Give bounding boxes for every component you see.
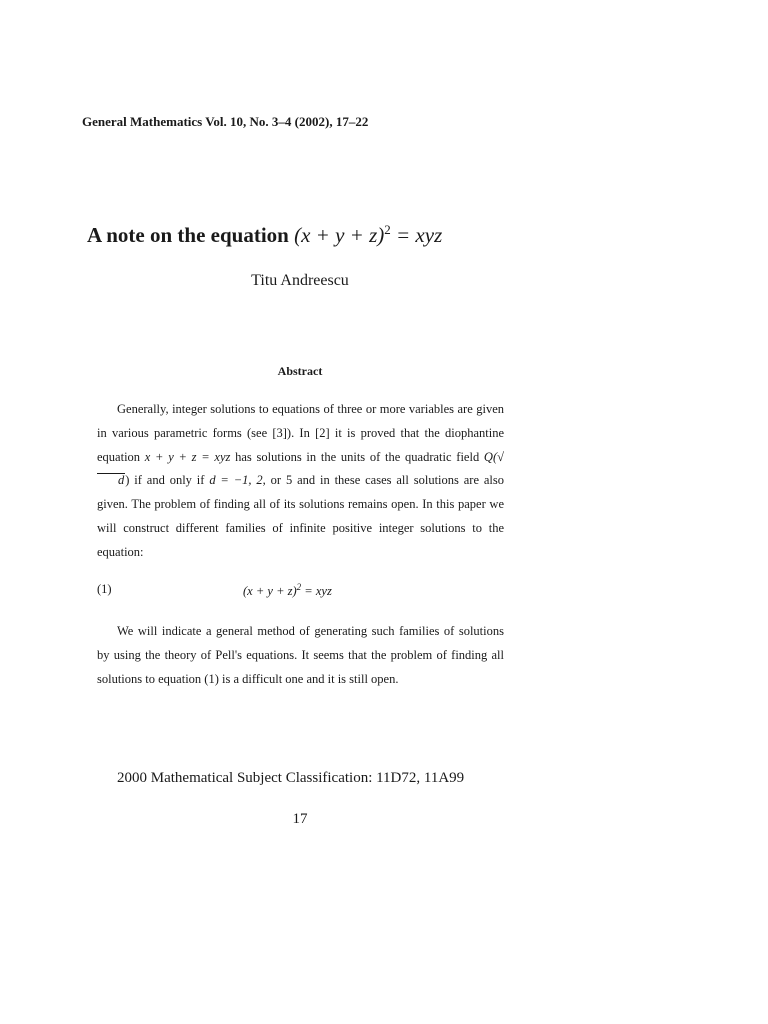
equation-number: (1) [97,582,112,596]
title-equation-exponent: 2 [384,222,391,237]
inline-condition: d = −1, 2, [209,473,266,488]
abstract-paragraph-1 [97,398,504,565]
title-text: A note on the equation [87,223,289,247]
abstract-text-segment: or 5 and in these cases all solutions are also given. The problem of finding all of its solutions remains open. In this paper we will construct different families of infinite positive integer solutions to the equation: [97,473,505,559]
title-equation-base: (x + y + z) [294,223,385,247]
equation-rhs: = xyz [301,584,332,599]
abstract-text-segment: if and only if [129,473,210,488]
sqrt-symbol: √ [497,449,504,464]
page-number: 17 [292,811,308,827]
title-equation-rhs: = xyz [390,223,443,247]
quadratic-field-close: ) [125,473,130,488]
equation-base: (x + y + z) [243,584,297,599]
equation-exponent: 2 [296,582,302,592]
equation-body [243,582,332,599]
author-name: Titu Andreescu [251,272,349,289]
subject-classification: 2000 Mathematical Subject Classification: 11D72, 11A99 [117,770,465,786]
title-equation [294,223,442,247]
paper-title [87,222,442,248]
sqrt-radicand: d [97,473,125,487]
quadratic-field-symbol: Q( [483,449,498,464]
inline-equation: x + y + z = xyz [144,449,231,464]
abstract-heading: Abstract [277,364,323,378]
abstract-text-segment: has solutions in the units of the quadratic field [230,449,484,464]
abstract-paragraph-2: We will indicate a general method of generating such families of solutions by using the theory of Pell's equations. It seems that the problem of finding all solutions to equation (1) is a difficult one and it is still open. [97,624,504,686]
abstract-text-segment: Generally, integer solutions to equations of three or more variables are given in various parametric forms (see [3]). In [2] it is proved that the diophantine equation [97,402,504,464]
journal-reference: General Mathematics Vol. 10, No. 3–4 (2002), 17–22 [82,114,369,129]
